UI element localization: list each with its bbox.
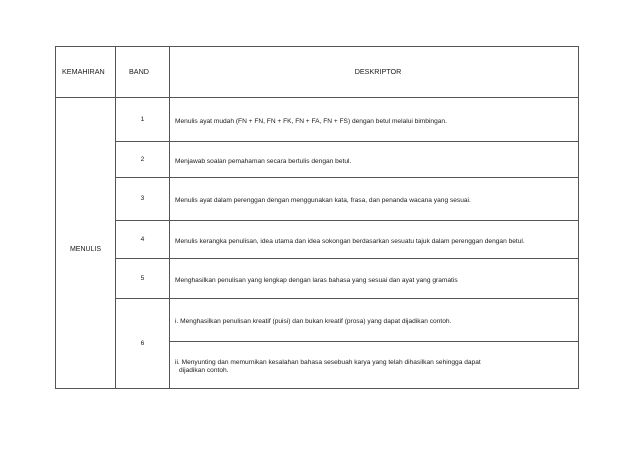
descriptor-text bbox=[170, 342, 579, 389]
table-row bbox=[56, 98, 579, 142]
descriptor-line: ii. Menyunting dan memurnikan kesalahan bahasa sesebuah karya yang telah dihasilkan sehingga dapat bbox=[175, 359, 481, 367]
band-number: 6 bbox=[116, 299, 170, 389]
descriptor-text: Menjawab soalan pemahaman secara bertulis dengan betul. bbox=[170, 142, 579, 178]
band-number: 4 bbox=[116, 221, 170, 259]
descriptor-text: Menulis kerangka penulisan, idea utama dan idea sokongan berdasarkan sesuatu tajuk dalam perenggan dengan betul. bbox=[170, 221, 579, 259]
table-row bbox=[56, 142, 579, 178]
skill-name: MENULIS bbox=[56, 98, 116, 389]
table-row bbox=[56, 178, 579, 221]
band-number: 2 bbox=[116, 142, 170, 178]
table-row bbox=[56, 221, 579, 259]
descriptor-text: i. Menghasilkan penulisan kreatif (puisi) dan bukan kreatif (prosa) yang dapat dijadikan contoh. bbox=[170, 299, 579, 342]
table-row bbox=[56, 259, 579, 299]
descriptor-text: Menulis ayat mudah (FN + FN, FN + FK, FN + FA, FN + FS) dengan betul melalui bimbingan. bbox=[170, 98, 579, 142]
descriptor-text: Menghasilkan penulisan yang lengkap dengan laras bahasa yang sesuai dan ayat yang gramatis bbox=[170, 259, 579, 299]
header-descriptor: DESKRIPTOR bbox=[170, 47, 579, 98]
descriptor-text: Menulis ayat dalam perenggan dengan menggunakan kata, frasa, dan penanda wacana yang sesuai. bbox=[170, 178, 579, 221]
header-row bbox=[56, 47, 579, 98]
band-number: 3 bbox=[116, 178, 170, 221]
table-row bbox=[56, 299, 579, 342]
header-skill: KEMAHIRAN bbox=[56, 47, 116, 98]
rubric-table bbox=[55, 46, 579, 389]
band-number: 1 bbox=[116, 98, 170, 142]
band-number: 5 bbox=[116, 259, 170, 299]
header-band: BAND bbox=[116, 47, 170, 98]
descriptor-line: dijadikan contoh. bbox=[179, 367, 229, 374]
